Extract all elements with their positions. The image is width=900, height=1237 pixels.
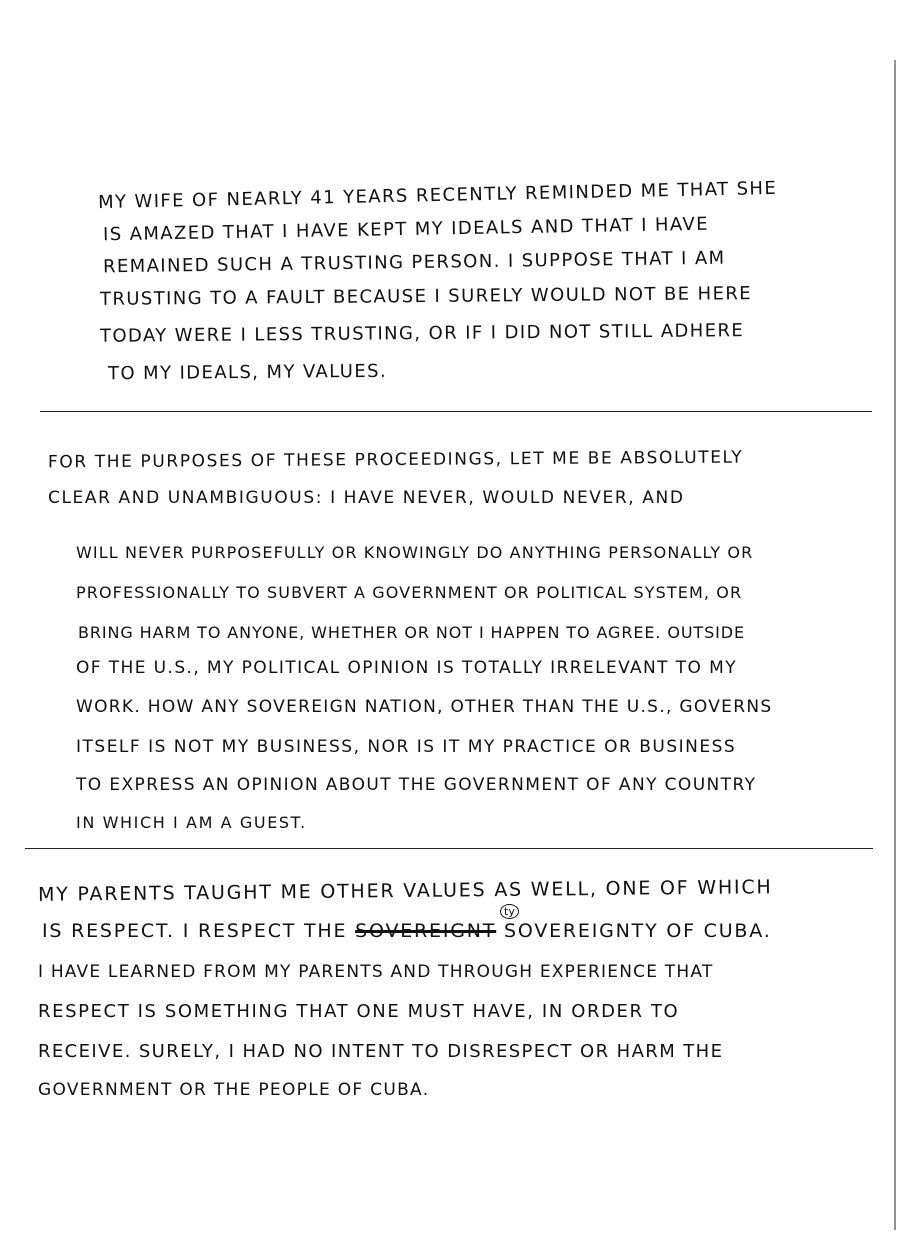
- inserted-correction: ty: [500, 904, 519, 919]
- text-line: I HAVE LEARNED FROM MY PARENTS AND THROUGH EXPERIENCE THAT: [38, 962, 714, 982]
- text-line: ITSELF IS NOT MY BUSINESS, NOR IS IT MY PRACTICE OR BUSINESS: [76, 737, 737, 757]
- text-line: TO MY IDEALS, MY VALUES.: [107, 360, 388, 385]
- section-divider: [40, 411, 872, 412]
- right-margin-line: [894, 60, 896, 1230]
- text-line: WILL NEVER PURPOSEFULLY OR KNOWINGLY DO ANYTHING PERSONALLY OR: [76, 543, 754, 562]
- text-line: RESPECT IS SOMETHING THAT ONE MUST HAVE, IN ORDER TO: [38, 1001, 680, 1022]
- text-line: MY PARENTS TAUGHT ME OTHER VALUES AS WELL, ONE OF WHICH: [37, 876, 773, 906]
- text-segment: IS RESPECT. I RESPECT THE: [42, 920, 356, 942]
- text-line: MY WIFE OF NEARLY 41 YEARS RECENTLY REMINDED ME THAT SHE: [97, 177, 778, 214]
- text-line: REMAINED SUCH A TRUSTING PERSON. I SUPPOSE THAT I AM: [102, 247, 726, 278]
- struck-word: SOVEREIGNT: [355, 920, 497, 942]
- text-line: TO EXPRESS AN OPINION ABOUT THE GOVERNMENT OF ANY COUNTRY: [76, 775, 757, 795]
- text-line: FOR THE PURPOSES OF THESE PROCEEDINGS, LET ME BE ABSOLUTELY: [47, 447, 744, 473]
- text-line: GOVERNMENT OR THE PEOPLE OF CUBA.: [38, 1080, 430, 1100]
- text-line: OF THE U.S., MY POLITICAL OPINION IS TOTALLY IRRELEVANT TO MY: [76, 658, 737, 678]
- section-divider: [25, 848, 873, 849]
- text-line: TRUSTING TO A FAULT BECAUSE I SURELY WOULD NOT BE HERE: [99, 283, 753, 310]
- text-line: PROFESSIONALLY TO SUBVERT A GOVERNMENT OR POLITICAL SYSTEM, OR: [76, 583, 743, 602]
- text-line: WORK. HOW ANY SOVEREIGN NATION, OTHER THAN THE U.S., GOVERNS: [76, 697, 773, 717]
- text-line: CLEAR AND UNAMBIGUOUS: I HAVE NEVER, WOULD NEVER, AND: [48, 488, 685, 508]
- text-line: RECEIVE. SURELY, I HAD NO INTENT TO DISRESPECT OR HARM THE: [38, 1041, 724, 1062]
- text-line: TODAY WERE I LESS TRUSTING, OR IF I DID NOT STILL ADHERE: [99, 320, 745, 347]
- text-line-with-correction: [42, 920, 772, 942]
- text-segment: SOVEREIGNTY OF CUBA.: [496, 920, 772, 942]
- text-line: IN WHICH I AM A GUEST.: [76, 813, 307, 832]
- text-line: IS AMAZED THAT I HAVE KEPT MY IDEALS AND THAT I HAVE: [102, 213, 710, 246]
- text-line: BRING HARM TO ANYONE, WHETHER OR NOT I HAPPEN TO AGREE. OUTSIDE: [78, 623, 746, 642]
